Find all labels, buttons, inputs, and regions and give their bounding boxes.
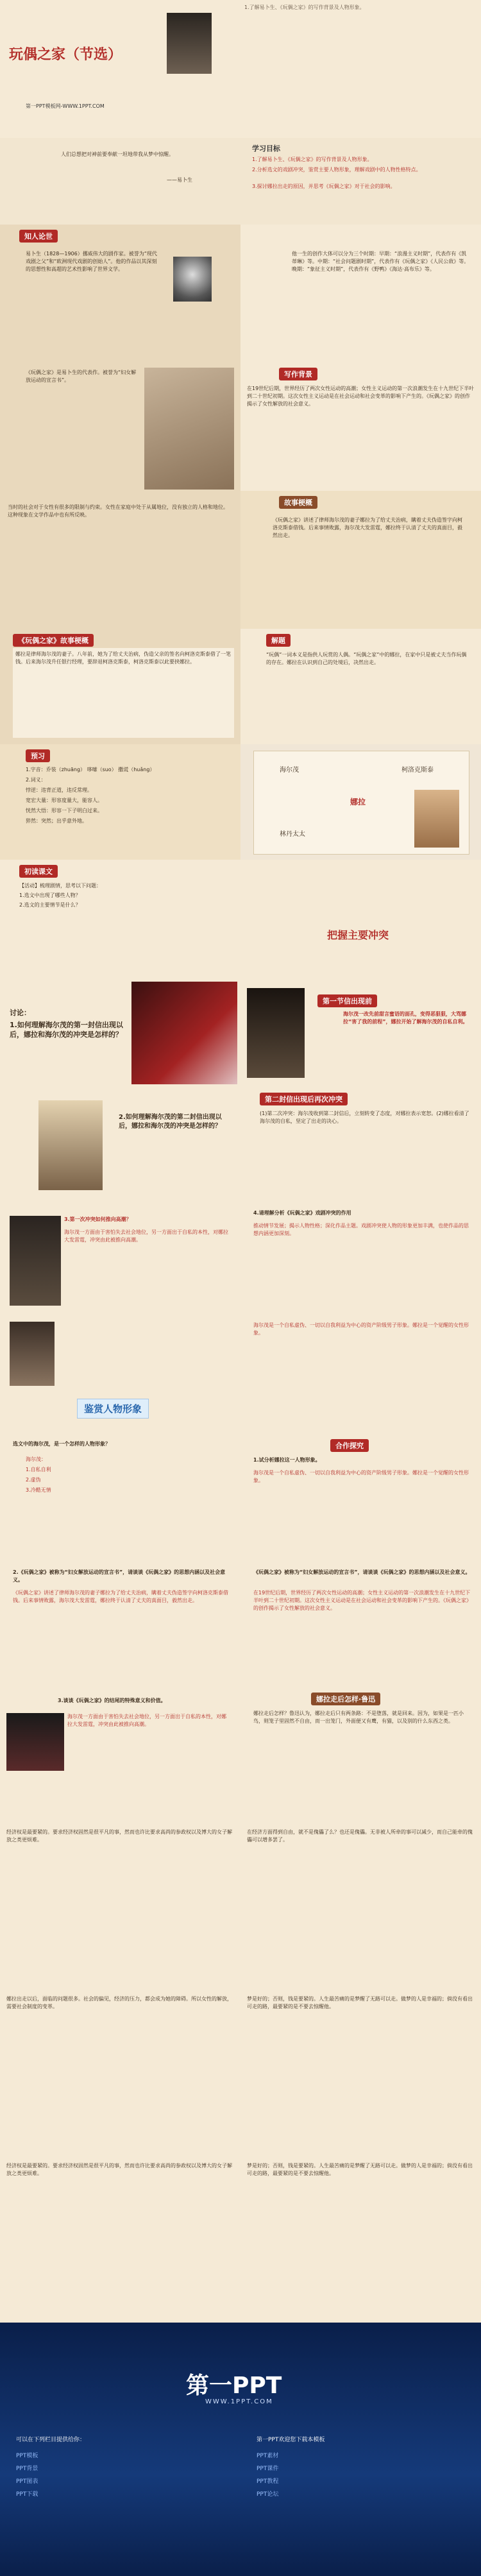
stage-photo	[144, 368, 234, 490]
slide-7	[0, 744, 481, 860]
first-letter-text: 海尔茂一改先前甜言蜜语的面孔，变得恶狠狠，大骂娜拉“害了我的前程”，娜拉开始了解海尔茂的自私自利。	[343, 1011, 468, 1025]
slide-18-left	[0, 2156, 240, 2323]
stage-photo-2	[10, 1322, 55, 1386]
climax-tag: 3.第一次冲突如何推向高潮？	[64, 1216, 131, 1222]
helmer-trait-3: 2.虚伪	[26, 1477, 41, 1483]
diagram-label-1: 海尔茂	[280, 767, 299, 774]
luxun-tag: 娜拉走后怎样·鲁迅	[311, 1693, 380, 1705]
slide-17	[0, 1989, 481, 2156]
story-tag: 《玩偶之家》故事梗概	[13, 634, 94, 647]
author-portrait	[173, 257, 212, 302]
slide-3	[0, 225, 481, 363]
first-read-3: 2.选文的主要情节是什么？	[19, 902, 81, 908]
discuss-q1: 1.如何理解海尔茂的第一封信出现以后，娜拉和海尔茂的冲突是怎样的？	[10, 1021, 123, 1039]
slide-12-right	[240, 1315, 481, 1434]
title-explain-tag: 解题	[266, 634, 291, 647]
first-read-1: 【活动】梳理剧情，思考以下问题：	[19, 883, 101, 889]
footer-link-5[interactable]: PPT素材	[257, 2453, 279, 2459]
footer-left-note: 可以在下列栏目提供给你：	[16, 2437, 86, 2443]
helmer-trait-1: 海尔茂：	[26, 1456, 46, 1462]
slide-2	[0, 138, 481, 225]
footer-ad	[0, 2323, 481, 2576]
objective-3: 3.探讨娜拉出走的原因，并思考《玩偶之家》对于社会的影响。	[252, 183, 396, 189]
footer-links	[16, 2451, 465, 2566]
footer-link-2[interactable]: PPT背景	[16, 2466, 38, 2472]
slide-7-left	[0, 744, 240, 860]
title-explain-text: “玩偶”一词本义是指供人玩赏的人偶。“玩偶之家”中的娜拉，在家中只是被丈夫当作玩偶的存在。娜拉在认识到自己的处境后，决然出走。	[266, 652, 467, 665]
slide-4	[0, 363, 481, 491]
slide-14-left	[0, 1562, 240, 1687]
slide-11	[0, 1203, 481, 1315]
preview-line-1: 1.字音：乔装（zhuāng） 哆嗦（suo） 撒谎（huǎng）	[26, 767, 155, 772]
diagram-label-4: 林丹太太	[280, 831, 305, 838]
slide-5-right	[240, 491, 481, 629]
luxun-essay-4: 梦是好的；否则，钱是要紧的。人生最苦痛的是梦醒了无路可以走。做梦的人是幸福的；倘没有看出可走的路，最要紧的是不要去惊醒他。	[247, 1996, 473, 2009]
synopsis-text: 《玩偶之家》讲述了律师海尔茂的妻子娜拉为了给丈夫治病，瞒着丈夫伪造签字向柯洛克斯泰借钱。后来事情败露，海尔茂大发雷霆，娜拉终于认清了丈夫的真面目，毅然出走。	[273, 517, 462, 538]
preview-line-3: 悖逆：违背正道，违反常理。	[26, 787, 92, 793]
climax-text: 海尔茂一方面由于害怕失去社会地位，另一方面出于自私的本性，对娜拉大发雷霆，冲突由此被推向高潮。	[64, 1229, 228, 1243]
ending-photo	[6, 1713, 64, 1771]
slide-9-right	[240, 975, 481, 1088]
slide-2-left	[0, 138, 240, 225]
slide-18-right	[240, 2156, 481, 2323]
quote-text: 人们总想把对神前要奉献一坦地带我从梦中惊醒。	[61, 151, 174, 157]
preview-line-5: 恍然大悟：形容一下子明白过来。	[26, 808, 103, 814]
cooperate-tag: 合作探究	[330, 1439, 369, 1452]
nora-analysis: 海尔茂是一个自私虚伪、一切以自我利益为中心的资产阶级男子形象。娜拉是一个觉醒的女性形象。	[253, 1470, 469, 1483]
slide-16-right	[240, 1822, 481, 1989]
slide-18	[0, 2156, 481, 2323]
relation-diagram	[253, 751, 469, 855]
slide-6-left	[0, 629, 240, 744]
conflict-role-text: 推动情节发展；揭示人物性格；深化作品主题。戏剧冲突使人物的形象更加丰满，也使作品的思想内涵更加深刻。	[253, 1223, 469, 1236]
portrait-photo	[167, 13, 212, 74]
intro-paragraph: 1.了解易卜生、《玩偶之家》的写作背景及人物形象。	[244, 4, 365, 10]
slide-14-right	[240, 1562, 481, 1687]
appreciate-heading: 鉴赏人物形象	[77, 1399, 149, 1419]
preview-line-4: 宽宏大量：形容度量大，能容人。	[26, 798, 103, 803]
work-intro: 《玩偶之家》是易卜生的代表作。被誉为“妇女解放运动的宣言书”。	[26, 370, 137, 383]
second-letter-text: (1)第二次冲突：海尔茂收到第二封信后，立刻转变了态度，对娜拉表示宽恕。(2)娜拉看清了海尔茂的自私，坚定了出走的决心。	[260, 1111, 469, 1124]
preview-line-6: 猝然：突然；出乎意外地。	[26, 818, 87, 824]
manifesto-question: 2.《玩偶之家》被称为“妇女解放运动的宣言书”，请谈谈《玩偶之家》的思想内涵以及社会意义。	[13, 1569, 226, 1583]
synopsis-tag: 故事梗概	[279, 496, 317, 509]
footer-logo: 第一PPT	[186, 2373, 282, 2399]
luxun-essay-2: 在经济方面得到自由，就不是傀儡了么？也还是傀儡。无非被人所牵的事可以减少，而自己能牵的傀儡可以增多罢了。	[247, 1829, 473, 1843]
author-text: 易卜生（1828—1906）挪威伟大的剧作家。被誉为“现代戏剧之父”和“欧洲现代戏剧的创始人”。他的作品以其深刻的思想性和高超的艺术性影响了世界文学。	[26, 251, 157, 272]
footer-link-4[interactable]: PPT下载	[16, 2491, 38, 2498]
era-text: 当时的社会对于女性有很多的限制与约束。女性在家庭中处于从属地位，没有独立的人格和地位。这种现象在文学作品中也有所反映。	[8, 504, 228, 518]
slide-title: 玩偶之家（节选）	[9, 46, 122, 63]
slide-9-left	[0, 975, 240, 1088]
slide-5-left	[0, 491, 240, 629]
poster-photo	[131, 982, 237, 1084]
diagram-label-2: 娜拉	[350, 798, 366, 806]
slide-4-left	[0, 363, 240, 491]
slide-2-right	[240, 138, 481, 225]
slide-15	[0, 1687, 481, 1822]
slide-14	[0, 1562, 481, 1687]
slide-17-left	[0, 1989, 240, 2156]
slide-15-left	[0, 1687, 240, 1822]
slide-13	[0, 1434, 481, 1562]
slide-6-right	[240, 629, 481, 744]
first-read-2: 1.选文中出现了哪些人物？	[19, 892, 81, 898]
slide-8-left	[0, 860, 240, 975]
slide-11-left	[0, 1203, 240, 1315]
slide-13-left	[0, 1434, 240, 1562]
slide-7-right	[240, 744, 481, 860]
slide-1-right	[240, 0, 481, 138]
slide-6	[0, 629, 481, 744]
slide-15-right	[240, 1687, 481, 1822]
slide-4-right	[240, 363, 481, 491]
footer-url: WWW.1PPT.COM	[205, 2398, 273, 2405]
cooperate-question: 1.试分析娜拉这一人物形象。	[253, 1457, 321, 1463]
slide-5	[0, 491, 481, 629]
diagram-label-3: 柯洛克斯泰	[401, 767, 434, 774]
first-read-tag: 初读课文	[19, 865, 58, 878]
manifesto-answer-2: 在19世纪后期，世界经历了两次女性运动的高潮；女性主义运动的第一次浪潮发生在十九世纪下半叶到二十世纪初期。这次女性主义运动是在社会运动和社会变革的影响下产生的。《玩偶之家》的创作揭示了女性解放的社会意义。	[253, 1590, 471, 1611]
slide-10-right	[240, 1088, 481, 1203]
second-letter-tag: 第二封信出现后再次冲突	[260, 1093, 348, 1105]
footer-right-note: 第一PPT欢迎您下载本模板	[257, 2437, 325, 2443]
character-analysis: 海尔茂是一个自私虚伪、一切以自我利益为中心的资产阶级男子形象。娜拉是一个觉醒的女性形象。	[253, 1322, 469, 1336]
luxun-essay-3: 娜拉出走以后，面临的问题很多。社会的偏见，经济的压力，都会成为她的障碍。所以女性的解放，需要社会制度的变革。	[6, 1996, 232, 2009]
quote-author: ——易卜生	[167, 177, 192, 183]
slide-8	[0, 860, 481, 975]
slide-10-left	[0, 1088, 240, 1203]
footer-link-1[interactable]: PPT模板	[16, 2453, 38, 2459]
slide-3-right	[240, 225, 481, 363]
manifesto-answer: 《玩偶之家》讲述了律师海尔茂的妻子娜拉为了给丈夫治病，瞒着丈夫伪造签字向柯洛克斯泰借钱。后来事情败露，海尔茂大发雷霆，娜拉终于认清了丈夫的真面目，毅然出走。	[13, 1590, 228, 1603]
objective-1: 1.了解易卜生、《玩偶之家》的写作背景及人物形象。	[252, 157, 373, 162]
luxun-essay-6: 梦是好的；否则，钱是要紧的。人生最苦痛的是梦醒了无路可以走。做梦的人是幸福的；倘没有看出可走的路，最要紧的是不要去惊醒他。	[247, 2163, 473, 2176]
luxun-essay-5: 经济权是最要紧的。要求经济权固然是很平凡的事，然而也许比要求高尚的参政权以及博大的女子解放之类更烦难。	[6, 2163, 232, 2176]
conflict-heading: 把握主要冲突	[327, 929, 389, 941]
ending-question: 3.谈谈《玩偶之家》的结尾的特殊意义和价值。	[58, 1698, 166, 1703]
slide-16-left	[0, 1822, 240, 1989]
footer-link-7[interactable]: PPT教程	[257, 2478, 279, 2485]
slide-12	[0, 1315, 481, 1434]
background-text: 在19世纪后期，世界经历了两次女性运动的高潮；女性主义运动的第一次浪潮发生在十九世纪下半叶到二十世纪初期。这次女性主义运动是在社会运动和社会变革的影响下产生的。《玩偶之家》的创作揭示了女性解放的社会意义。	[247, 386, 475, 407]
discuss-label: 讨论：	[10, 1009, 31, 1017]
luxun-text: 娜拉走后怎样？鲁迅认为，娜拉走后只有两条路：不是堕落，就是回来。因为，如果是一匹小鸟，则笼子里固然不自由，而一出笼门，外面便又有鹰，有猫，以及别的什么东西之类。	[253, 1710, 464, 1724]
slide-11-right	[240, 1203, 481, 1315]
luxun-essay-1: 经济权是最要紧的。要求经济权固然是很平凡的事，然而也许比要求高尚的参政权以及博大的女子解放之类更烦难。	[6, 1829, 232, 1843]
ending-answer: 海尔茂一方面由于害怕失去社会地位，另一方面出于自私的本性，对娜拉大发雷霆，冲突由此被推向高潮。	[67, 1714, 226, 1727]
slide-1-left	[0, 0, 240, 138]
book-photo	[38, 1100, 103, 1190]
discuss-q2: 2.如何理解海尔茂的第二封信出现以后，娜拉和海尔茂的冲突是怎样的？	[119, 1114, 222, 1130]
preview-line-2: 2.词义：	[26, 777, 46, 783]
slide-12-left	[0, 1315, 240, 1434]
actress-photo	[247, 988, 305, 1078]
slide-1	[0, 0, 481, 138]
story-text: 娜拉是律师海尔茂的妻子。八年前，她为了给丈夫治病，伪造父亲的签名向柯洛克斯泰借了一笔钱。后来海尔茂升任银行经理，要辞退柯洛克斯泰，柯洛克斯泰以此要挟娜拉。	[13, 648, 234, 738]
conflict-role-tag: 4.请理解分析《玩偶之家》戏剧冲突的作用	[253, 1210, 351, 1216]
preview-tag: 预习	[26, 749, 50, 762]
diagram-photo	[414, 790, 459, 848]
slide-17-right	[240, 1989, 481, 2156]
slide-10	[0, 1088, 481, 1203]
creation-periods: 他一生的创作大体可以分为三个时期：早期：“浪漫主义时期”，代表作有《凯蒂琳》等。中期：“社会问题剧时期”，代表作有《玩偶之家》《人民公敌》等。晚期：“象征主义时期”，代表作有《野鸭》《海达·高布乐》等。	[292, 251, 469, 272]
slide-8-right	[240, 860, 481, 975]
slide-3-left	[0, 225, 240, 363]
footer-link-8[interactable]: PPT论坛	[257, 2491, 279, 2498]
footer-link-3[interactable]: PPT图表	[16, 2478, 38, 2485]
first-letter-tag: 第一节信出现前	[317, 994, 377, 1007]
author-tag: 知人论世	[19, 230, 58, 243]
performance-photo	[10, 1216, 61, 1306]
brand-text: 第一PPT模板网-WWW.1PPT.COM	[26, 103, 105, 109]
helmer-trait-2: 1.自私自利	[26, 1467, 51, 1472]
objectives-title: 学习目标	[252, 144, 280, 153]
manifesto-question-2: 《玩偶之家》被称为“妇女解放运动的宣言书”，请谈谈《玩偶之家》的思想内涵以及社会意义。	[253, 1569, 471, 1575]
slide-9	[0, 975, 481, 1088]
slide-16	[0, 1822, 481, 1989]
helmer-question: 选文中的海尔茂，是一个怎样的人物形象？	[13, 1441, 110, 1447]
objective-2: 2.分析选文的戏剧冲突，鉴赏主要人物形象，理解戏剧中的人物性格特点。	[252, 167, 421, 173]
slide-13-right	[240, 1434, 481, 1562]
footer-link-6[interactable]: PPT课件	[257, 2466, 279, 2472]
helmer-trait-4: 3.冷酷无情	[26, 1487, 51, 1493]
background-tag: 写作背景	[279, 368, 317, 380]
